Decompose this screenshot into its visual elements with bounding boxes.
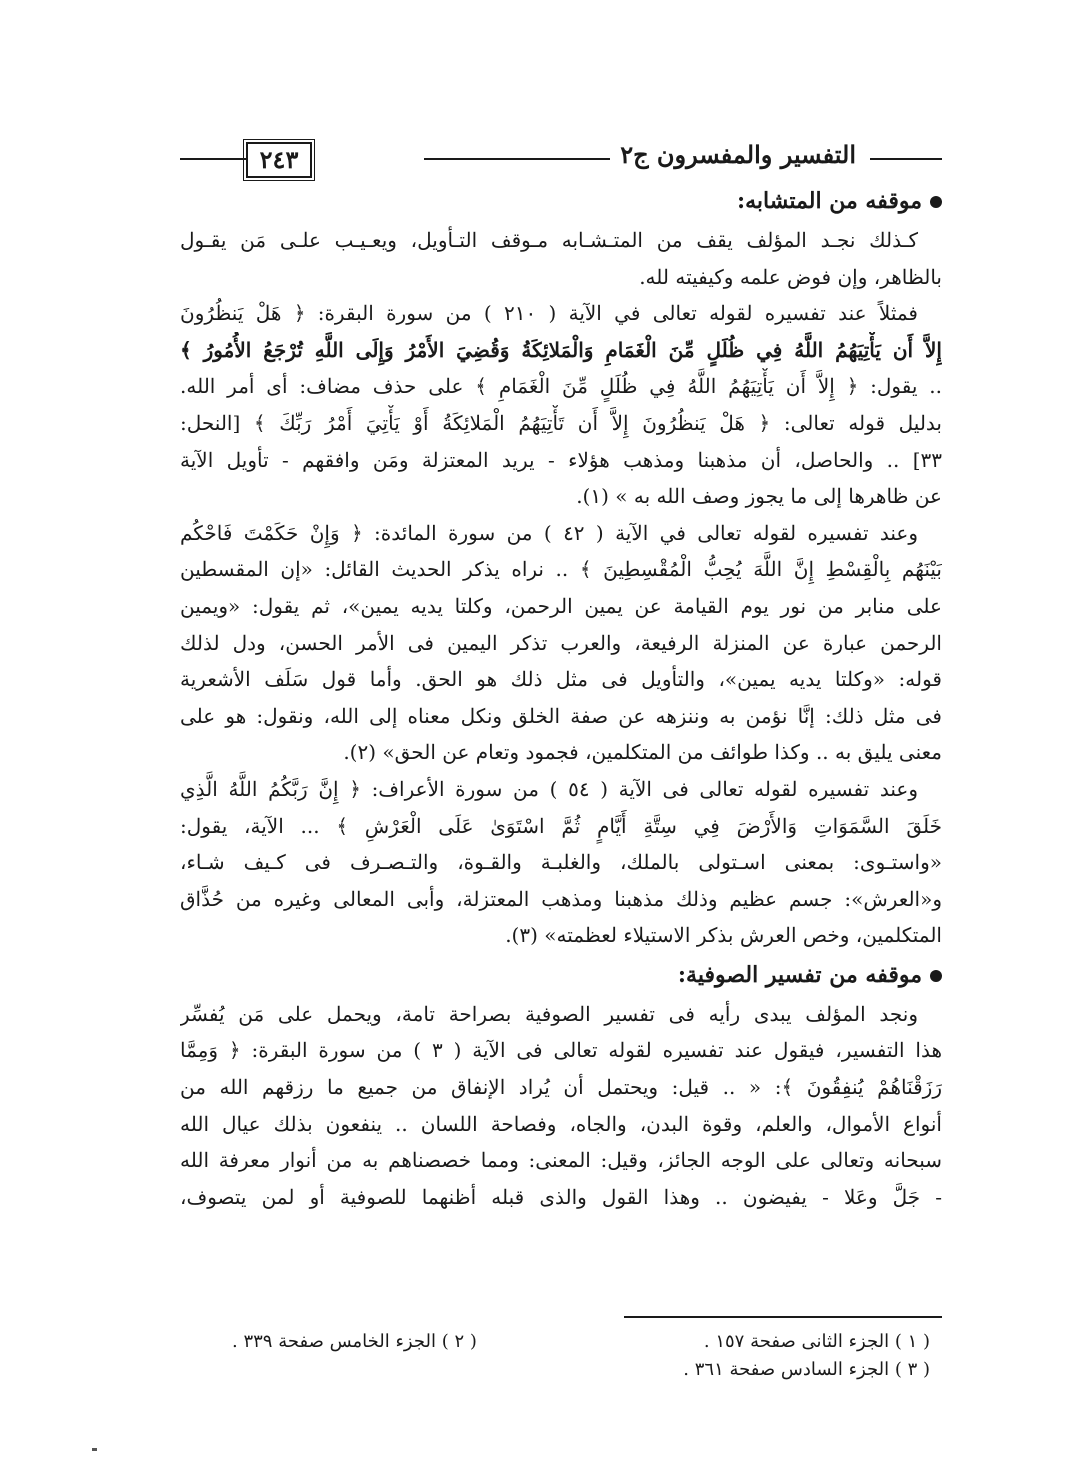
text-line: بدليل قوله تعالى: ﴿ هَلْ يَنظُرُونَ إِلاَّ أَن تَأْتِيَهُمُ الْمَلائِكَةُ أَوْ يَأْتِيَ أَمْرُ رَبِّكَ ﴾ [النحل: (180, 410, 942, 435)
text-line: بَيْنَهُم بِالْقِسْطِ إِنَّ اللَّهَ يُحِبُّ الْمُقْسِطِينَ ﴾ .. نراه يذكر الحديث القائل: «إن المقسطين (180, 557, 942, 582)
page-body (180, 180, 942, 1215)
text-line: بالظاهر، وإن فوض علمه وكيفيته لله. (639, 264, 942, 289)
text-line: هذا التفسير، فيقول عند تفسيره لقوله تعالى فى الآية ( ٣ ) من سورة البقرة: ﴿ وَمِمَّا (180, 1038, 942, 1063)
footnotes (180, 1328, 942, 1384)
footnote-row (180, 1356, 942, 1384)
text-line: على منابر من نور يوم القيامة عن يمين الرحمن، وكلتا يديه يمين»، ثم يقول: «ويمين (180, 593, 942, 618)
header-rule-middle (424, 158, 610, 160)
text-line: ٣٣] .. والحاصل، أن مذهبنا ومذهب هؤلاء - يريد المعتزلة ومَن وافقهم - تأويل الآية (180, 447, 942, 472)
text-line: خَلَقَ السَّمَوَاتِ وَالأَرْضَ فِي سِتَّةِ أَيَّامٍ ثُمَّ اسْتَوَىٰ عَلَى الْعَرْشِ ﴾ ... الآية، يقول: (180, 813, 942, 838)
text-line: الرحمن عبارة عن المنزلة الرفيعة، والعرب تذكر اليمين فى الأمر الحسن، ودل لذلك (180, 630, 942, 655)
scan-mark (92, 1448, 97, 1451)
text-line: - جَلَّ وعَلا - يفيضون .. وهذا القول والذى قبله أظنهما للصوفية أو لمن يتصوف، (180, 1184, 942, 1209)
footnote-1: ( ١ ) الجزء الثانى صفحة ١٥٧ . (703, 1331, 930, 1352)
section-heading-sufi-tafsir: موقفه من تفسير الصوفية: (180, 954, 942, 996)
text-line: و«العرش»: جسم عظيم وذلك مذهبنا ومذهب المعتزلة، وأبى المعالى وغيره من حُذَّاق (180, 886, 942, 911)
footnote-3: ( ٣ ) الجزء السادس صفحة ٣٦١ . (683, 1359, 930, 1380)
text-line: رَزَقْنَاهُمْ يُنفِقُونَ ﴾: « .. قيل: ويحتمل أن يُراد الإنفاق من جميع ما رزقهم الله من (180, 1075, 942, 1100)
book-page (180, 138, 942, 1378)
text-line: «واستـوى: بمعنى اسـتولى بالملك، والغلبـة والقـوة، والتـصـرف فى كـيف شـاء، (180, 850, 942, 875)
text-line: سبحانه وتعالى على الوجه الجائز، وقيل: المعنى: ومما خصصناهم به من أنوار معرفة الله (180, 1148, 942, 1173)
text-line: وعند تفسيره لقوله تعالى في الآية ( ٤٢ ) من سورة المائدة: ﴿ وَإِنْ حَكَمْتَ فَاحْكُم (180, 520, 918, 545)
bullet-icon (930, 970, 942, 982)
quran-verse-line: إِلاَّ أَن يَأْتِيَهُمُ اللَّهُ فِي ظُلَلٍ مِّنَ الْغَمَامِ وَالْمَلائِكَةُ وَقُضِيَ الأَمْرُ وَإِلَى اللَّهِ تُرْجَعُ الأُمُورُ ﴾ (180, 337, 942, 362)
text-line: معنى يليق به .. وكذا طوائف من المتكلمين، فجمود وتعام عن الحق» (٢). (343, 740, 942, 765)
header-rule-right (870, 158, 942, 160)
text-line: كـذلك نجـد المؤلف يقف من المتـشـابه مـوقف التـأويل، ويعـيـب علـى مَن يقـول (180, 228, 918, 252)
text-line: أنواع الأموال، والعلم، وقوة البدن، والجاه، وفصاحة اللسان .. ينفعون بذلك عيال الله (180, 1111, 942, 1136)
text-line: .. يقول: ﴿ إِلاَّ أَن يَأْتِيَهُمُ اللَّهُ فِي ظُلَلٍ مِّنَ الْغَمَامِ ﴾ على حذف مضاف: أى أمر الله. (180, 374, 942, 399)
running-title: التفسير والمفسرون ج٢ (620, 140, 856, 169)
text-line: فى مثل ذلك: إنَّا نؤمن به وننزهه عن صفة الخلق ونكل معناه إلى الله، ونقول: هو على (180, 703, 942, 728)
running-header (180, 138, 942, 178)
text-line: قوله: «وكلتا يديه يمين»، والتأويل فى مثل ذلك هو الحق. وأما قول سَلَف الأشعرية (180, 667, 942, 692)
footnote-2: ( ٢ ) الجزء الخامس صفحة ٣٣٩ . (232, 1331, 477, 1352)
text-line: ونجد المؤلف يبدى رأيه فى تفسير الصوفية بصراحة تامة، ويحمل على مَن يُفسِّر (180, 1001, 918, 1026)
bullet-icon (930, 196, 942, 208)
footnote-separator (624, 1316, 942, 1318)
footnote-row (180, 1328, 942, 1356)
header-rule-left (180, 158, 248, 160)
page-number: ٢٤٣ (246, 142, 312, 178)
text-line: وعند تفسيره لقوله تعالى فى الآية ( ٥٤ ) من سورة الأعراف: ﴿ إِنَّ رَبَّكُمُ اللَّهُ الَّذِي (180, 776, 918, 801)
text-line: فمثلاً عند تفسيره لقوله تعالى في الآية ( ٢١٠ ) من سورة البقرة: ﴿ هَلْ يَنظُرُونَ (180, 301, 918, 326)
text-line: عن ظاهرها إلى ما يجوز وصف الله به » (١). (576, 484, 942, 509)
section-heading-mutashabih: موقفه من المتشابه: (180, 180, 942, 222)
text-line: المتكلمين، وخص العرش بذكر الاستيلاء لعظمته» (٣). (505, 923, 942, 948)
